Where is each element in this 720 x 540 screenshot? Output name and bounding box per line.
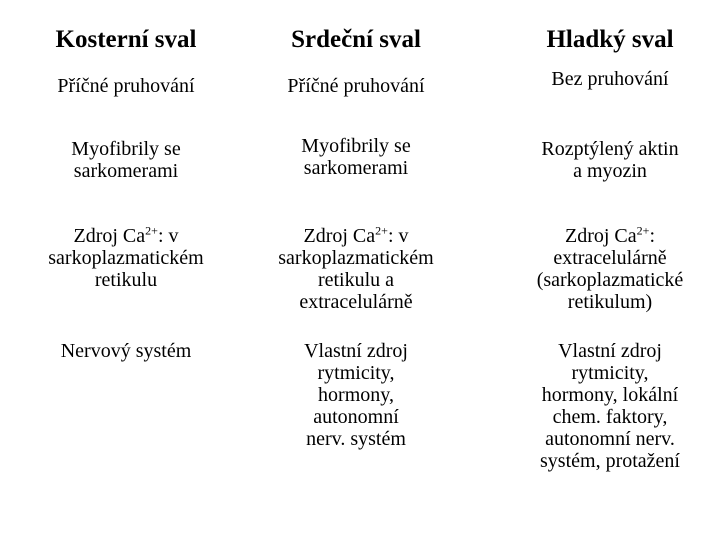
cell-smooth-calcium <box>505 203 715 313</box>
cell-skeletal-calcium <box>20 203 232 291</box>
calcium-label: Zdroj Ca <box>303 225 376 247</box>
cell-cardiac-striation: Příčné pruhování <box>287 75 425 97</box>
calcium-detail: : extracelulárně (sarkoplazmatické retikulum) <box>536 225 684 313</box>
cell-skeletal-striation: Příčné pruhování <box>57 75 195 97</box>
calcium-detail: : v sarkoplazmatickém retikulu a extracelulárně <box>278 225 434 313</box>
calcium-charge: 2+ <box>375 223 388 238</box>
calcium-charge: 2+ <box>636 223 650 238</box>
cell-cardiac-control: Vlastní zdroj rytmicity, hormony, autonomní nerv. systém <box>304 340 408 450</box>
cell-smooth-myofibrils: Rozptýlený aktin a myozin <box>541 138 679 182</box>
cell-skeletal-control: Nervový systém <box>60 340 192 362</box>
header-skeletal-muscle: Kosterní sval <box>55 26 197 53</box>
cell-skeletal-myofibrils: Myofibrily se sarkomerami <box>71 138 181 182</box>
cell-smooth-striation: Bez pruhování <box>551 68 669 90</box>
header-cardiac-muscle: Srdeční sval <box>291 26 421 53</box>
calcium-label: Zdroj Ca <box>565 225 637 247</box>
calcium-detail: : v sarkoplazmatickém retikulu <box>48 225 204 291</box>
cell-cardiac-myofibrils: Myofibrily se sarkomerami <box>301 135 411 179</box>
header-smooth-muscle: Hladký sval <box>546 26 674 53</box>
calcium-charge: 2+ <box>145 223 158 238</box>
cell-smooth-control: Vlastní zdroj rytmicity, hormony, lokální chem. faktory, autonomní nerv. systém, protažení <box>540 340 680 472</box>
calcium-label: Zdroj Ca <box>73 225 146 247</box>
cell-cardiac-calcium <box>252 203 460 313</box>
